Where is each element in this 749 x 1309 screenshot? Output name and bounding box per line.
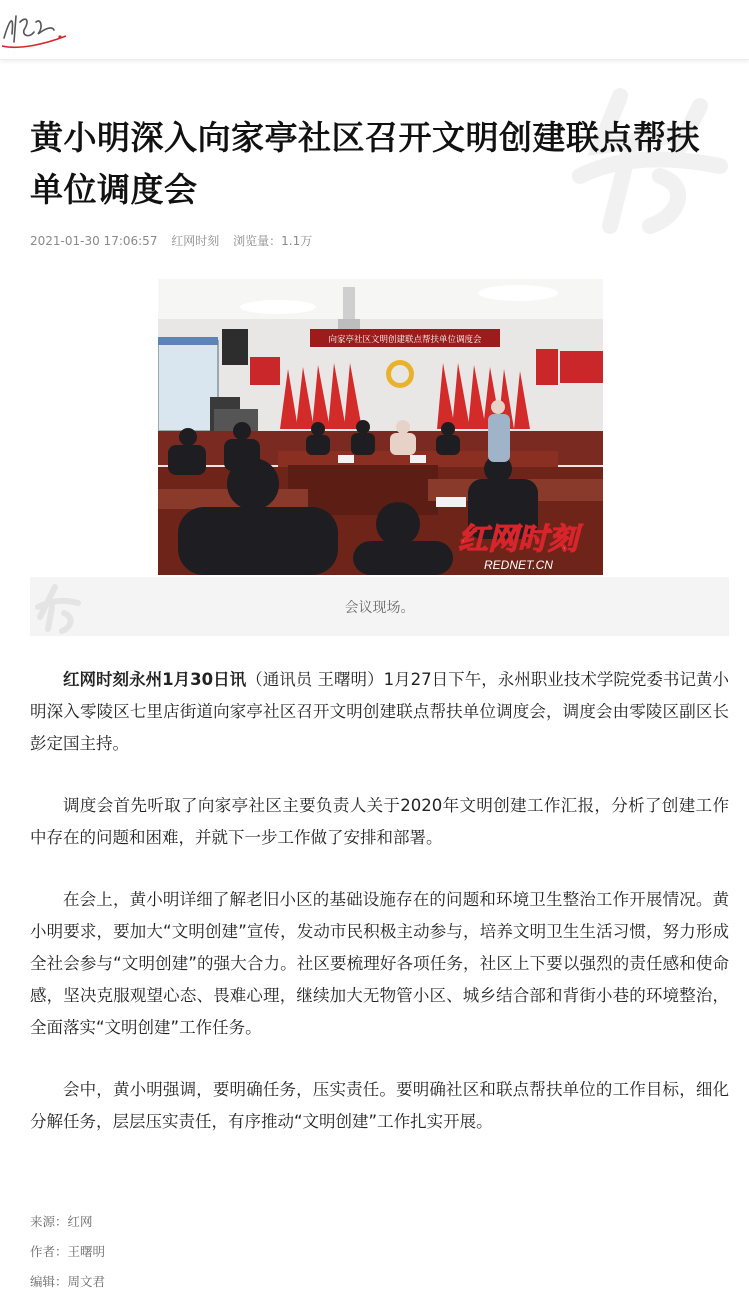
footer-author: 作者：王曙明	[30, 1244, 106, 1259]
article-title: 黄小明深入向家亭社区召开文明创建联点帮扶单位调度会	[30, 118, 700, 209]
article-photo	[158, 279, 603, 575]
article-meta	[30, 232, 322, 249]
paragraph: 红网时刻永州1月30日讯（通讯员 王曙明）1月27日下午，永州职业技术学院党委书记黄小明深入零陵区七里店街道向家亭社区召开文明创建联点帮扶单位调度会，调度会由零陵区副区长彭定国主持。	[30, 670, 729, 753]
article-source[interactable]: 红网时刻	[171, 234, 220, 248]
footer-source: 来源：红网	[30, 1214, 93, 1229]
photo-watermark-brand: 红网时刻	[458, 523, 578, 556]
paragraph: 调度会首先听取了向家亭社区主要负责人关于2020年文明创建工作汇报，分析了创建工作中存在的问题和困难，并就下一步工作做了安排和部署。	[30, 796, 729, 847]
dateline: 红网时刻永州1月30日讯	[63, 670, 247, 689]
article-body	[30, 664, 729, 1168]
footer-editor: 编辑：周文君	[30, 1274, 106, 1289]
article-footer	[30, 1207, 105, 1297]
site-logo[interactable]	[0, 8, 70, 52]
photo-watermark-url: REDNET.CN	[484, 558, 553, 572]
meeting-banner-text: 向家亭社区文明创建联点帮扶单位调度会	[328, 335, 482, 345]
image-caption: 会议现场。	[344, 600, 415, 616]
publish-datetime: 2021-01-30 17:06:57	[30, 234, 158, 248]
image-caption-box	[30, 577, 729, 636]
top-bar	[0, 0, 749, 60]
paragraph: 在会上，黄小明详细了解老旧小区的基础设施存在的问题和环境卫生整治工作开展情况。黄小明要求，要加大“文明创建”宣传，发动市民积极主动参与，培养文明卫生生活习惯，努力形成全社会参与“文明创建”的强大合力。社区要梳理好各项任务，社区上下要以强烈的责任感和使命感，坚决克服观望心态、畏难心理，继续加大无物管小区、城乡结合部和背街小巷的环境整治，全面落实“文明创建”工作任务。	[30, 890, 729, 1037]
paragraph: 会中，黄小明强调，要明确任务，压实责任。要明确社区和联点帮扶单位的工作目标，细化分解任务，层层压实责任，有序推动“文明创建”工作扎实开展。	[30, 1080, 729, 1131]
view-count: 浏览量：1.1万	[233, 234, 313, 248]
